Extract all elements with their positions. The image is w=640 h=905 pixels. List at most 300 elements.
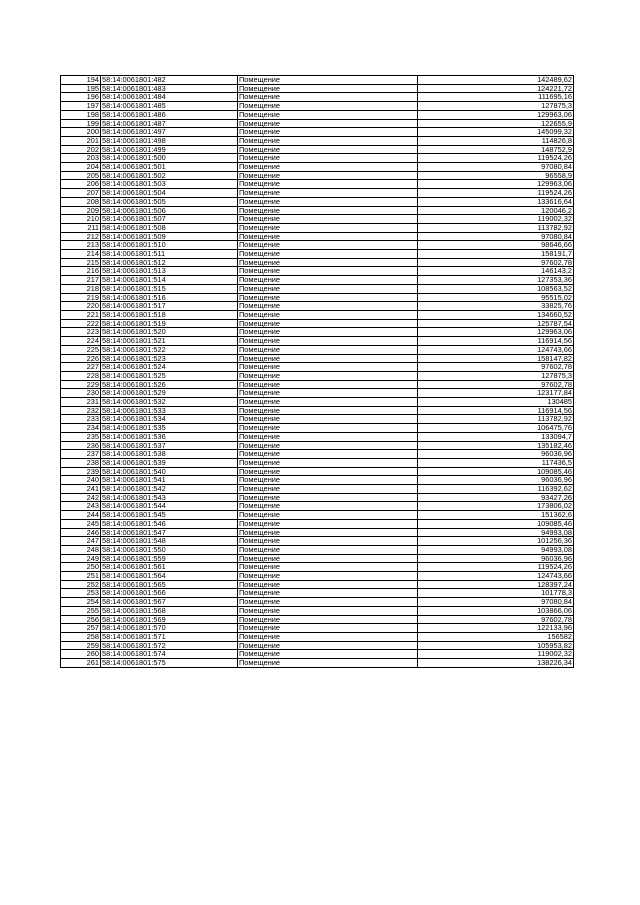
object-type-cell: Помещение xyxy=(238,180,418,189)
cadastral-value-cell: 113782,92 xyxy=(418,415,574,424)
table-row xyxy=(61,371,574,380)
cadastral-value-cell: 128397,24 xyxy=(418,580,574,589)
row-number-cell: 256 xyxy=(61,615,101,624)
row-number-cell: 195 xyxy=(61,84,101,93)
cadastral-number-cell: 58:14:0061801:516 xyxy=(101,293,238,302)
cadastral-value-cell: 133616,64 xyxy=(418,197,574,206)
object-type-cell: Помещение xyxy=(238,519,418,528)
object-type-cell: Помещение xyxy=(238,537,418,546)
object-type-cell: Помещение xyxy=(238,589,418,598)
cadastral-value-cell: 119524,26 xyxy=(418,154,574,163)
row-number-cell: 261 xyxy=(61,659,101,668)
table-row xyxy=(61,328,574,337)
cadastral-value-cell: 116914,56 xyxy=(418,406,574,415)
cadastral-value-cell: 111695,16 xyxy=(418,93,574,102)
cadastral-value-cell: 130485 xyxy=(418,398,574,407)
cadastral-value-cell: 97602,78 xyxy=(418,258,574,267)
cadastral-value-cell: 119002,32 xyxy=(418,650,574,659)
cadastral-number-cell: 58:14:0061801:550 xyxy=(101,545,238,554)
cadastral-number-cell: 58:14:0061801:568 xyxy=(101,606,238,615)
cadastral-number-cell: 58:14:0061801:521 xyxy=(101,337,238,346)
table-row xyxy=(61,458,574,467)
row-number-cell: 213 xyxy=(61,241,101,250)
cadastral-value-cell: 97080,84 xyxy=(418,232,574,241)
cadastral-value-cell: 94993,08 xyxy=(418,528,574,537)
row-number-cell: 245 xyxy=(61,519,101,528)
cadastral-value-cell: 119524,26 xyxy=(418,189,574,198)
row-number-cell: 232 xyxy=(61,406,101,415)
table-row xyxy=(61,119,574,128)
row-number-cell: 250 xyxy=(61,563,101,572)
cadastral-value-cell: 113782,92 xyxy=(418,223,574,232)
table-row xyxy=(61,650,574,659)
row-number-cell: 208 xyxy=(61,197,101,206)
object-type-cell: Помещение xyxy=(238,128,418,137)
cadastral-number-cell: 58:14:0061801:571 xyxy=(101,633,238,642)
row-number-cell: 209 xyxy=(61,206,101,215)
cadastral-value-cell: 124743,66 xyxy=(418,345,574,354)
cadastral-number-cell: 58:14:0061801:543 xyxy=(101,493,238,502)
cadastral-value-cell: 109085,46 xyxy=(418,519,574,528)
cadastral-number-cell: 58:14:0061801:561 xyxy=(101,563,238,572)
cadastral-number-cell: 58:14:0061801:526 xyxy=(101,380,238,389)
row-number-cell: 199 xyxy=(61,119,101,128)
cadastral-number-cell: 58:14:0061801:517 xyxy=(101,302,238,311)
row-number-cell: 243 xyxy=(61,502,101,511)
object-type-cell: Помещение xyxy=(238,371,418,380)
cadastral-number-cell: 58:14:0061801:503 xyxy=(101,180,238,189)
table-row xyxy=(61,197,574,206)
row-number-cell: 214 xyxy=(61,250,101,259)
cadastral-value-cell: 129963,06 xyxy=(418,110,574,119)
table-row xyxy=(61,319,574,328)
object-type-cell: Помещение xyxy=(238,476,418,485)
row-number-cell: 206 xyxy=(61,180,101,189)
cadastral-value-cell: 146143,2 xyxy=(418,267,574,276)
row-number-cell: 233 xyxy=(61,415,101,424)
object-type-cell: Помещение xyxy=(238,580,418,589)
object-type-cell: Помещение xyxy=(238,163,418,172)
table-row xyxy=(61,641,574,650)
table-row xyxy=(61,511,574,520)
cadastral-number-cell: 58:14:0061801:502 xyxy=(101,171,238,180)
row-number-cell: 239 xyxy=(61,467,101,476)
object-type-cell: Помещение xyxy=(238,458,418,467)
row-number-cell: 219 xyxy=(61,293,101,302)
cadastral-number-cell: 58:14:0061801:508 xyxy=(101,223,238,232)
table-row xyxy=(61,450,574,459)
table-row xyxy=(61,537,574,546)
row-number-cell: 251 xyxy=(61,572,101,581)
table-row xyxy=(61,563,574,572)
row-number-cell: 240 xyxy=(61,476,101,485)
object-type-cell: Помещение xyxy=(238,267,418,276)
cadastral-number-cell: 58:14:0061801:569 xyxy=(101,615,238,624)
cadastral-number-cell: 58:14:0061801:538 xyxy=(101,450,238,459)
table-row xyxy=(61,136,574,145)
row-number-cell: 228 xyxy=(61,371,101,380)
cadastral-value-cell: 127875,3 xyxy=(418,102,574,111)
row-number-cell: 248 xyxy=(61,545,101,554)
cadastral-number-cell: 58:14:0061801:574 xyxy=(101,650,238,659)
row-number-cell: 259 xyxy=(61,641,101,650)
cadastral-value-cell: 108563,52 xyxy=(418,284,574,293)
table-row xyxy=(61,145,574,154)
cadastral-number-cell: 58:14:0061801:522 xyxy=(101,345,238,354)
table-row xyxy=(61,519,574,528)
cadastral-number-cell: 58:14:0061801:505 xyxy=(101,197,238,206)
table-row xyxy=(61,441,574,450)
row-number-cell: 244 xyxy=(61,511,101,520)
object-type-cell: Помещение xyxy=(238,293,418,302)
table-row xyxy=(61,310,574,319)
cadastral-value-cell: 120046,2 xyxy=(418,206,574,215)
row-number-cell: 194 xyxy=(61,76,101,85)
cadastral-number-cell: 58:14:0061801:482 xyxy=(101,76,238,85)
table-row xyxy=(61,406,574,415)
table-row xyxy=(61,110,574,119)
cadastral-number-cell: 58:14:0061801:533 xyxy=(101,406,238,415)
row-number-cell: 227 xyxy=(61,363,101,372)
row-number-cell: 231 xyxy=(61,398,101,407)
cadastral-number-cell: 58:14:0061801:536 xyxy=(101,432,238,441)
table-row xyxy=(61,241,574,250)
cadastral-value-cell: 103866,06 xyxy=(418,606,574,615)
table-row xyxy=(61,84,574,93)
cadastral-number-cell: 58:14:0061801:520 xyxy=(101,328,238,337)
row-number-cell: 249 xyxy=(61,554,101,563)
cadastral-value-cell: 122133,96 xyxy=(418,624,574,633)
row-number-cell: 258 xyxy=(61,633,101,642)
row-number-cell: 235 xyxy=(61,432,101,441)
object-type-cell: Помещение xyxy=(238,615,418,624)
cadastral-value-cell: 125787,54 xyxy=(418,319,574,328)
object-type-cell: Помещение xyxy=(238,250,418,259)
table-row xyxy=(61,258,574,267)
object-type-cell: Помещение xyxy=(238,424,418,433)
cadastral-value-cell: 124221,72 xyxy=(418,84,574,93)
table-row xyxy=(61,615,574,624)
row-number-cell: 230 xyxy=(61,389,101,398)
row-number-cell: 257 xyxy=(61,624,101,633)
cadastral-number-cell: 58:14:0061801:565 xyxy=(101,580,238,589)
cadastral-value-cell: 97080,84 xyxy=(418,598,574,607)
table-row xyxy=(61,432,574,441)
object-type-cell: Помещение xyxy=(238,545,418,554)
row-number-cell: 225 xyxy=(61,345,101,354)
object-type-cell: Помещение xyxy=(238,467,418,476)
object-type-cell: Помещение xyxy=(238,354,418,363)
object-type-cell: Помещение xyxy=(238,528,418,537)
table-row xyxy=(61,398,574,407)
object-type-cell: Помещение xyxy=(238,511,418,520)
cadastral-value-cell: 101256,36 xyxy=(418,537,574,546)
table-row xyxy=(61,389,574,398)
cadastral-value-cell: 94993,08 xyxy=(418,545,574,554)
cadastral-value-cell: 114826,8 xyxy=(418,136,574,145)
cadastral-value-cell: 123177,84 xyxy=(418,389,574,398)
table-row xyxy=(61,337,574,346)
table-row xyxy=(61,345,574,354)
object-type-cell: Помещение xyxy=(238,232,418,241)
cadastral-number-cell: 58:14:0061801:541 xyxy=(101,476,238,485)
cadastral-value-cell: 97080,84 xyxy=(418,163,574,172)
cadastral-number-cell: 58:14:0061801:525 xyxy=(101,371,238,380)
object-type-cell: Помещение xyxy=(238,189,418,198)
object-type-cell: Помещение xyxy=(238,493,418,502)
object-type-cell: Помещение xyxy=(238,241,418,250)
cadastral-number-cell: 58:14:0061801:539 xyxy=(101,458,238,467)
cadastral-number-cell: 58:14:0061801:484 xyxy=(101,93,238,102)
cadastral-number-cell: 58:14:0061801:519 xyxy=(101,319,238,328)
object-type-cell: Помещение xyxy=(238,102,418,111)
row-number-cell: 223 xyxy=(61,328,101,337)
table-row xyxy=(61,476,574,485)
object-type-cell: Помещение xyxy=(238,441,418,450)
object-type-cell: Помещение xyxy=(238,380,418,389)
row-number-cell: 220 xyxy=(61,302,101,311)
object-type-cell: Помещение xyxy=(238,432,418,441)
object-type-cell: Помещение xyxy=(238,554,418,563)
row-number-cell: 203 xyxy=(61,154,101,163)
object-type-cell: Помещение xyxy=(238,389,418,398)
row-number-cell: 247 xyxy=(61,537,101,546)
table-row xyxy=(61,606,574,615)
row-number-cell: 221 xyxy=(61,310,101,319)
table-row xyxy=(61,276,574,285)
row-number-cell: 224 xyxy=(61,337,101,346)
cadastral-number-cell: 58:14:0061801:514 xyxy=(101,276,238,285)
cadastral-value-cell: 127875,3 xyxy=(418,371,574,380)
row-number-cell: 215 xyxy=(61,258,101,267)
cadastral-value-cell: 129963,06 xyxy=(418,328,574,337)
object-type-cell: Помещение xyxy=(238,406,418,415)
table-row xyxy=(61,154,574,163)
table-row xyxy=(61,415,574,424)
cadastral-value-cell: 122655,9 xyxy=(418,119,574,128)
table-row xyxy=(61,284,574,293)
table-row xyxy=(61,232,574,241)
table-row xyxy=(61,102,574,111)
cadastral-number-cell: 58:14:0061801:498 xyxy=(101,136,238,145)
object-type-cell: Помещение xyxy=(238,276,418,285)
cadastral-value-cell: 116392,62 xyxy=(418,485,574,494)
object-type-cell: Помещение xyxy=(238,136,418,145)
cadastral-value-cell: 116914,56 xyxy=(418,337,574,346)
table-row xyxy=(61,171,574,180)
cadastral-value-cell: 133094,7 xyxy=(418,432,574,441)
cadastral-number-cell: 58:14:0061801:499 xyxy=(101,145,238,154)
row-number-cell: 253 xyxy=(61,589,101,598)
object-type-cell: Помещение xyxy=(238,337,418,346)
cadastral-number-cell: 58:14:0061801:537 xyxy=(101,441,238,450)
cadastral-number-cell: 58:14:0061801:564 xyxy=(101,572,238,581)
cadastral-value-cell: 156582 xyxy=(418,633,574,642)
object-type-cell: Помещение xyxy=(238,84,418,93)
row-number-cell: 198 xyxy=(61,110,101,119)
table-row xyxy=(61,76,574,85)
table-row xyxy=(61,128,574,137)
cadastral-value-cell: 119002,32 xyxy=(418,215,574,224)
cadastral-value-cell: 135182,46 xyxy=(418,441,574,450)
object-type-cell: Помещение xyxy=(238,319,418,328)
cadastral-value-cell: 106475,76 xyxy=(418,424,574,433)
cadastral-value-cell: 95515,02 xyxy=(418,293,574,302)
object-type-cell: Помещение xyxy=(238,119,418,128)
row-number-cell: 207 xyxy=(61,189,101,198)
object-type-cell: Помещение xyxy=(238,633,418,642)
cadastral-number-cell: 58:14:0061801:547 xyxy=(101,528,238,537)
row-number-cell: 217 xyxy=(61,276,101,285)
cadastral-number-cell: 58:14:0061801:515 xyxy=(101,284,238,293)
row-number-cell: 222 xyxy=(61,319,101,328)
object-type-cell: Помещение xyxy=(238,641,418,650)
cadastral-number-cell: 58:14:0061801:572 xyxy=(101,641,238,650)
cadastral-number-cell: 58:14:0061801:512 xyxy=(101,258,238,267)
object-type-cell: Помещение xyxy=(238,302,418,311)
cadastral-value-cell: 124743,66 xyxy=(418,572,574,581)
cadastral-value-cell: 93427,26 xyxy=(418,493,574,502)
table-row xyxy=(61,293,574,302)
table-row xyxy=(61,380,574,389)
object-type-cell: Помещение xyxy=(238,345,418,354)
cadastral-value-cell: 119524,26 xyxy=(418,563,574,572)
cadastral-number-cell: 58:14:0061801:483 xyxy=(101,84,238,93)
object-type-cell: Помещение xyxy=(238,659,418,668)
cadastral-value-cell: 134660,52 xyxy=(418,310,574,319)
cadastral-number-cell: 58:14:0061801:507 xyxy=(101,215,238,224)
object-type-cell: Помещение xyxy=(238,415,418,424)
object-type-cell: Помещение xyxy=(238,563,418,572)
row-number-cell: 237 xyxy=(61,450,101,459)
cadastral-value-cell: 96036,96 xyxy=(418,476,574,485)
cadastral-number-cell: 58:14:0061801:548 xyxy=(101,537,238,546)
table-row xyxy=(61,493,574,502)
row-number-cell: 197 xyxy=(61,102,101,111)
object-type-cell: Помещение xyxy=(238,145,418,154)
cadastral-value-cell: 96558,9 xyxy=(418,171,574,180)
table-row xyxy=(61,502,574,511)
row-number-cell: 260 xyxy=(61,650,101,659)
cadastral-number-cell: 58:14:0061801:535 xyxy=(101,424,238,433)
object-type-cell: Помещение xyxy=(238,502,418,511)
object-type-cell: Помещение xyxy=(238,215,418,224)
cadastral-number-cell: 58:14:0061801:540 xyxy=(101,467,238,476)
table-row xyxy=(61,206,574,215)
table-row xyxy=(61,354,574,363)
object-type-cell: Помещение xyxy=(238,93,418,102)
table-row xyxy=(61,180,574,189)
object-type-cell: Помещение xyxy=(238,154,418,163)
cadastral-value-cell: 97602,78 xyxy=(418,363,574,372)
cadastral-number-cell: 58:14:0061801:509 xyxy=(101,232,238,241)
cadastral-number-cell: 58:14:0061801:559 xyxy=(101,554,238,563)
cadastral-value-cell: 97602,78 xyxy=(418,615,574,624)
cadastral-value-cell: 96036,96 xyxy=(418,450,574,459)
cadastral-number-cell: 58:14:0061801:506 xyxy=(101,206,238,215)
row-number-cell: 211 xyxy=(61,223,101,232)
cadastral-value-cell: 173806,02 xyxy=(418,502,574,511)
cadastral-number-cell: 58:14:0061801:575 xyxy=(101,659,238,668)
cadastral-value-cell: 117436,5 xyxy=(418,458,574,467)
object-type-cell: Помещение xyxy=(238,76,418,85)
cadastral-number-cell: 58:14:0061801:497 xyxy=(101,128,238,137)
table-row xyxy=(61,485,574,494)
cadastral-number-cell: 58:14:0061801:524 xyxy=(101,363,238,372)
row-number-cell: 241 xyxy=(61,485,101,494)
row-number-cell: 236 xyxy=(61,441,101,450)
table-row xyxy=(61,424,574,433)
table-row xyxy=(61,163,574,172)
table-row xyxy=(61,659,574,668)
cadastral-value-cell: 96036,96 xyxy=(418,554,574,563)
cadastral-number-cell: 58:14:0061801:501 xyxy=(101,163,238,172)
cadastral-number-cell: 58:14:0061801:545 xyxy=(101,511,238,520)
row-number-cell: 226 xyxy=(61,354,101,363)
row-number-cell: 252 xyxy=(61,580,101,589)
registry-table xyxy=(60,75,574,668)
cadastral-number-cell: 58:14:0061801:504 xyxy=(101,189,238,198)
row-number-cell: 242 xyxy=(61,493,101,502)
cadastral-value-cell: 158191,7 xyxy=(418,250,574,259)
cadastral-value-cell: 138226,34 xyxy=(418,659,574,668)
table-row xyxy=(61,528,574,537)
cadastral-number-cell: 58:14:0061801:566 xyxy=(101,589,238,598)
row-number-cell: 254 xyxy=(61,598,101,607)
cadastral-number-cell: 58:14:0061801:485 xyxy=(101,102,238,111)
table-row xyxy=(61,267,574,276)
object-type-cell: Помещение xyxy=(238,450,418,459)
cadastral-value-cell: 145099,32 xyxy=(418,128,574,137)
table-row xyxy=(61,598,574,607)
cadastral-number-cell: 58:14:0061801:487 xyxy=(101,119,238,128)
row-number-cell: 246 xyxy=(61,528,101,537)
row-number-cell: 196 xyxy=(61,93,101,102)
object-type-cell: Помещение xyxy=(238,223,418,232)
object-type-cell: Помещение xyxy=(238,110,418,119)
cadastral-number-cell: 58:14:0061801:486 xyxy=(101,110,238,119)
table-row xyxy=(61,215,574,224)
cadastral-value-cell: 127353,36 xyxy=(418,276,574,285)
object-type-cell: Помещение xyxy=(238,171,418,180)
cadastral-number-cell: 58:14:0061801:534 xyxy=(101,415,238,424)
table-row xyxy=(61,572,574,581)
object-type-cell: Помещение xyxy=(238,624,418,633)
table-row xyxy=(61,624,574,633)
cadastral-number-cell: 58:14:0061801:570 xyxy=(101,624,238,633)
row-number-cell: 204 xyxy=(61,163,101,172)
object-type-cell: Помещение xyxy=(238,598,418,607)
object-type-cell: Помещение xyxy=(238,572,418,581)
cadastral-number-cell: 58:14:0061801:544 xyxy=(101,502,238,511)
object-type-cell: Помещение xyxy=(238,206,418,215)
object-type-cell: Помещение xyxy=(238,284,418,293)
cadastral-number-cell: 58:14:0061801:546 xyxy=(101,519,238,528)
row-number-cell: 216 xyxy=(61,267,101,276)
object-type-cell: Помещение xyxy=(238,398,418,407)
cadastral-number-cell: 58:14:0061801:510 xyxy=(101,241,238,250)
cadastral-value-cell: 129963,06 xyxy=(418,180,574,189)
cadastral-value-cell: 142489,62 xyxy=(418,76,574,85)
row-number-cell: 212 xyxy=(61,232,101,241)
row-number-cell: 201 xyxy=(61,136,101,145)
object-type-cell: Помещение xyxy=(238,650,418,659)
cadastral-number-cell: 58:14:0061801:542 xyxy=(101,485,238,494)
row-number-cell: 229 xyxy=(61,380,101,389)
table-row xyxy=(61,589,574,598)
cadastral-value-cell: 101778,3 xyxy=(418,589,574,598)
row-number-cell: 202 xyxy=(61,145,101,154)
